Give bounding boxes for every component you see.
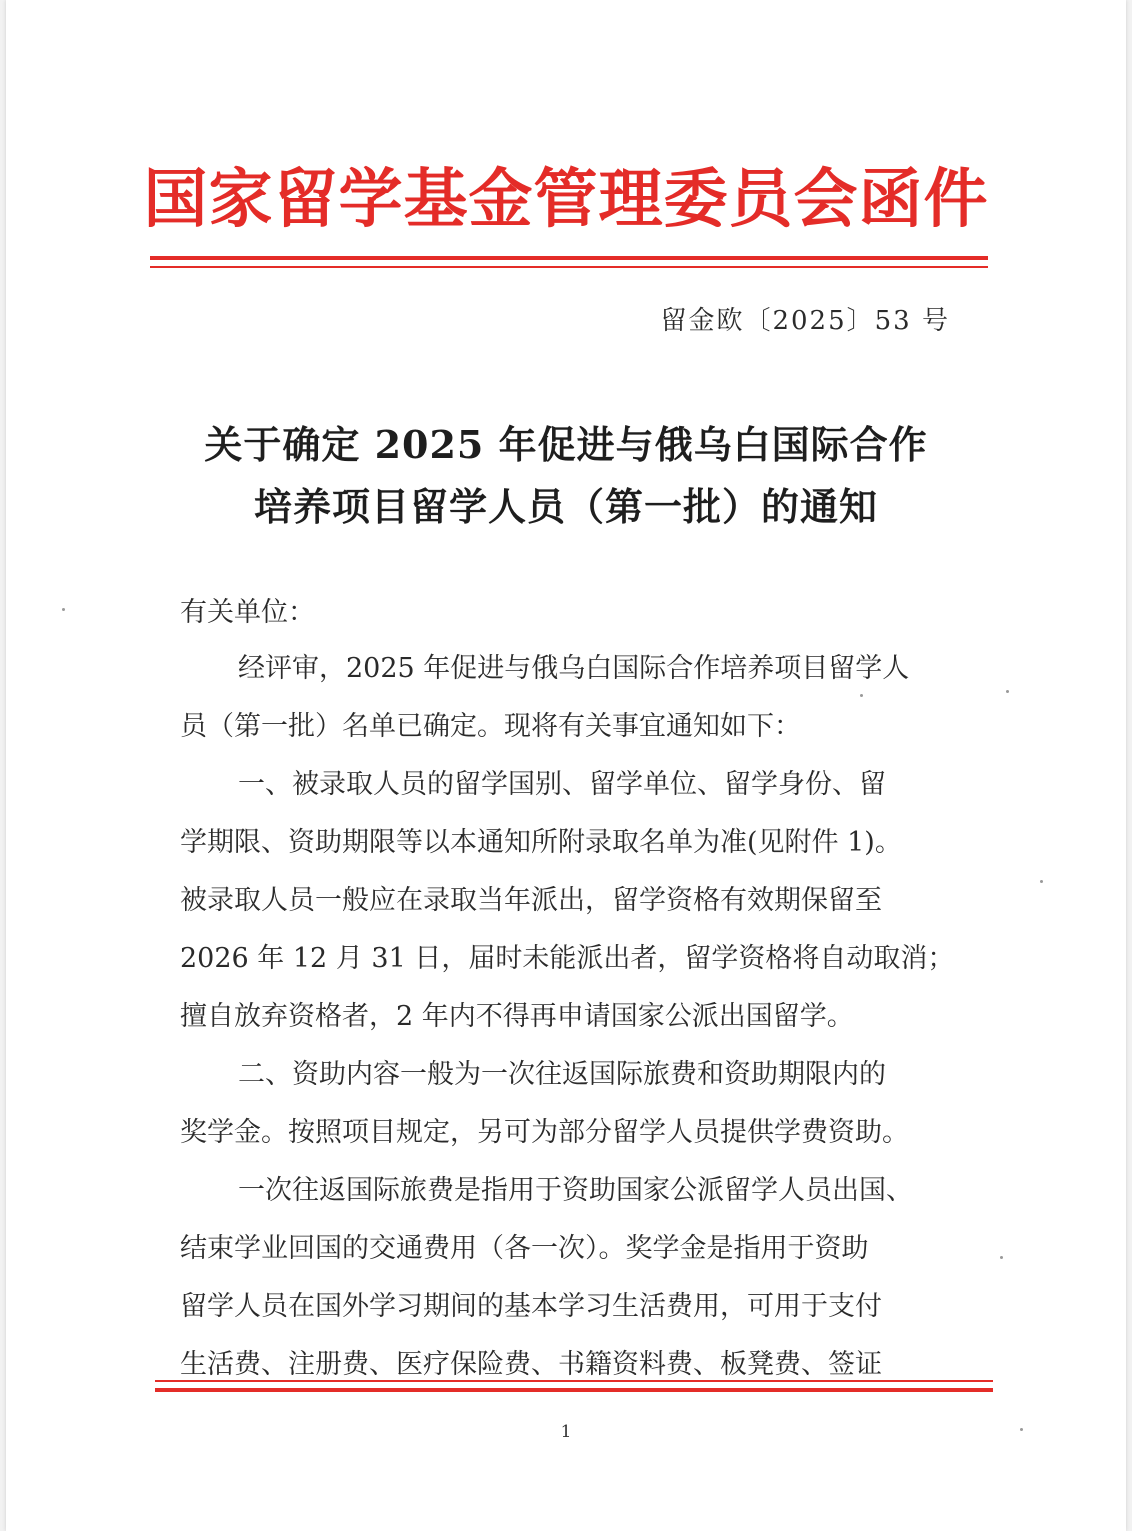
masthead-title: 国家留学基金管理委员会函件 <box>143 162 989 237</box>
scan-speck <box>860 694 863 697</box>
masthead-rule-thick <box>150 256 988 260</box>
body-line: 擅自放弃资格者，2 年内不得再申请国家公派出国留学。 <box>180 1001 854 1032</box>
page-number: 1 <box>560 1422 572 1442</box>
body-line: 生活费、注册费、医疗保险费、书籍资料费、板凳费、签证 <box>180 1349 882 1380</box>
footer-rule-thick <box>155 1388 993 1392</box>
body-line: 一、被录取人员的留学国别、留学单位、留学身份、留 <box>238 769 886 800</box>
document-number: 留金欧〔2025〕53 号 <box>660 306 950 336</box>
scan-speck <box>1020 1428 1023 1431</box>
scan-speck <box>1040 880 1043 883</box>
body-line: 经评审，2025 年促进与俄乌白国际合作培养项目留学人 <box>238 653 910 684</box>
body-line: 员（第一批）名单已确定。现将有关事宜通知如下： <box>180 711 801 742</box>
masthead-rule-thin <box>150 266 988 268</box>
scan-speck <box>1006 690 1009 693</box>
footer-rule-thin <box>155 1380 993 1382</box>
body-line: 被录取人员一般应在录取当年派出，留学资格有效期保留至 <box>180 885 882 916</box>
body-line: 留学人员在国外学习期间的基本学习生活费用，可用于支付 <box>180 1291 882 1322</box>
body-line: 二、资助内容一般为一次往返国际旅费和资助期限内的 <box>238 1059 886 1090</box>
notice-title-line-2: 培养项目留学人员（第一批）的通知 <box>253 484 878 529</box>
body-line: 奖学金。按照项目规定，另可为部分留学人员提供学费资助。 <box>180 1117 909 1148</box>
notice-title-line-1: 关于确定 2025 年促进与俄乌白国际合作 <box>204 422 928 467</box>
body-line: 一次往返国际旅费是指用于资助国家公派留学人员出国、 <box>238 1175 913 1206</box>
scan-speck <box>62 608 65 611</box>
body-line: 结束学业回国的交通费用（各一次）。奖学金是指用于资助 <box>180 1233 869 1264</box>
body-line: 学期限、资助期限等以本通知所附录取名单为准(见附件 1)。 <box>180 827 902 858</box>
scan-speck <box>1000 1256 1003 1259</box>
salutation: 有关单位： <box>180 597 315 628</box>
body-line: 2026 年 12 月 31 日，届时未能派出者，留学资格将自动取消； <box>180 943 955 974</box>
